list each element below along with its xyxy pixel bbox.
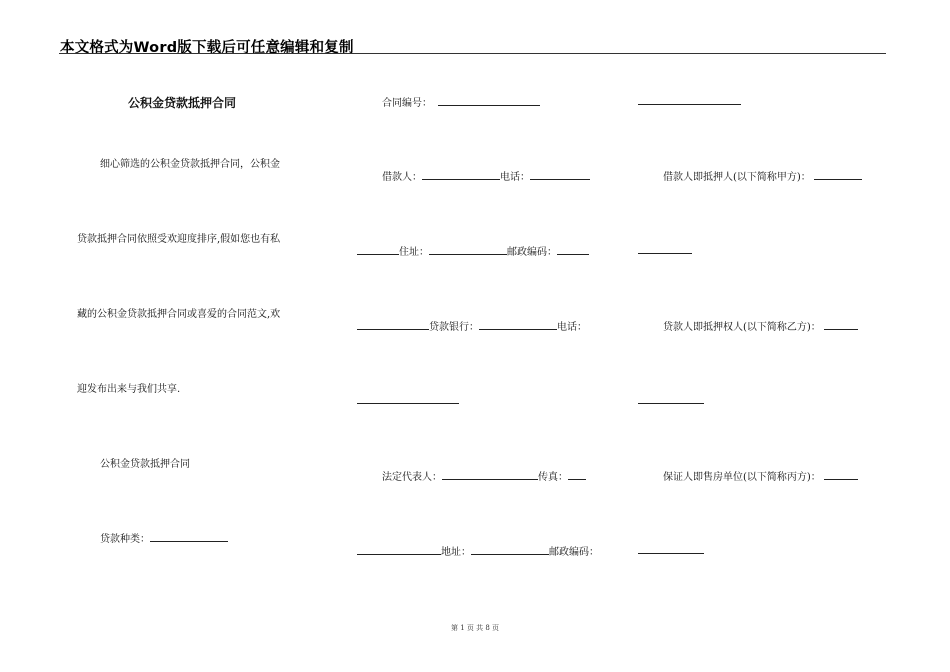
postcode-blank [557,245,589,255]
document-title: 公积金贷款抵押合同 [128,96,237,110]
party-b-continuation-line [638,403,704,404]
party-a-row [663,168,862,183]
phone-blank [530,170,590,180]
header-title: 本文格式为Word版下载后可任意编辑和复制 [60,40,354,56]
subtitle: 公积金贷款抵押合同 [100,459,190,470]
legal-rep-label: 法定代表人： [382,472,442,483]
phone-continuation-line [357,403,459,404]
party-c-continuation-line [638,553,704,554]
borrower-label: 借款人： [382,172,422,183]
lending-bank-blank [479,320,557,330]
party-a-blank [814,170,862,180]
contract-no-blank [438,96,540,106]
postcode-label-2: 邮政编码： [549,547,599,558]
address-row [357,243,589,258]
intro-line-3: 藏的公积金贷款抵押合同或喜爱的合同范文,欢 [77,309,281,320]
party-b-blank [824,320,858,330]
party-b-row [663,318,858,333]
lending-bank-row [357,318,587,333]
address-row-2 [357,543,599,558]
party-a-continuation-line [638,253,692,254]
phone-label: 电话： [500,172,530,183]
phone-label-2: 电话： [557,322,587,333]
party-a-label: 借款人即抵押人(以下简称甲方)： [663,172,811,183]
address-blank [429,245,507,255]
addr2-blank [471,545,549,555]
addr-label-2: 地址： [441,547,471,558]
fax-blank [568,470,586,480]
loan-type-row [100,530,228,545]
party-c-label: 保证人即售房单位(以下简称丙方)： [663,472,821,483]
address-label: 住址： [399,247,429,258]
party-b-label: 贷款人即抵押权人(以下简称乙方)： [663,322,821,333]
contract-no-row [382,94,540,109]
lending-bank-label: 贷款银行： [429,322,479,333]
fax-label: 传真： [538,472,568,483]
addr2-blank-lead [357,545,441,555]
intro-line-2: 贷款抵押合同依照受欢迎度排序,假如您也有私 [77,234,281,245]
address-blank-lead [357,245,399,255]
legal-rep-blank [442,470,538,480]
contract-no-label: 合同编号： [382,98,432,109]
party-c-blank [824,470,858,480]
intro-line-1: 细心筛选的公积金贷款抵押合同，公积金 [100,159,280,170]
loan-type-blank [150,532,228,542]
postcode-label: 邮政编码： [507,247,557,258]
lending-blank-lead [357,320,429,330]
borrower-blank [422,170,500,180]
borrower-row [382,168,590,183]
right-top-line [638,104,741,105]
party-c-row [663,468,858,483]
page-number: 第 1 页 共 8 页 [450,624,500,632]
legal-rep-row [382,468,586,483]
header-divider [59,53,886,54]
intro-line-4: 迎发布出来与我们共享. [77,384,181,395]
loan-type-label: 贷款种类： [100,534,150,545]
